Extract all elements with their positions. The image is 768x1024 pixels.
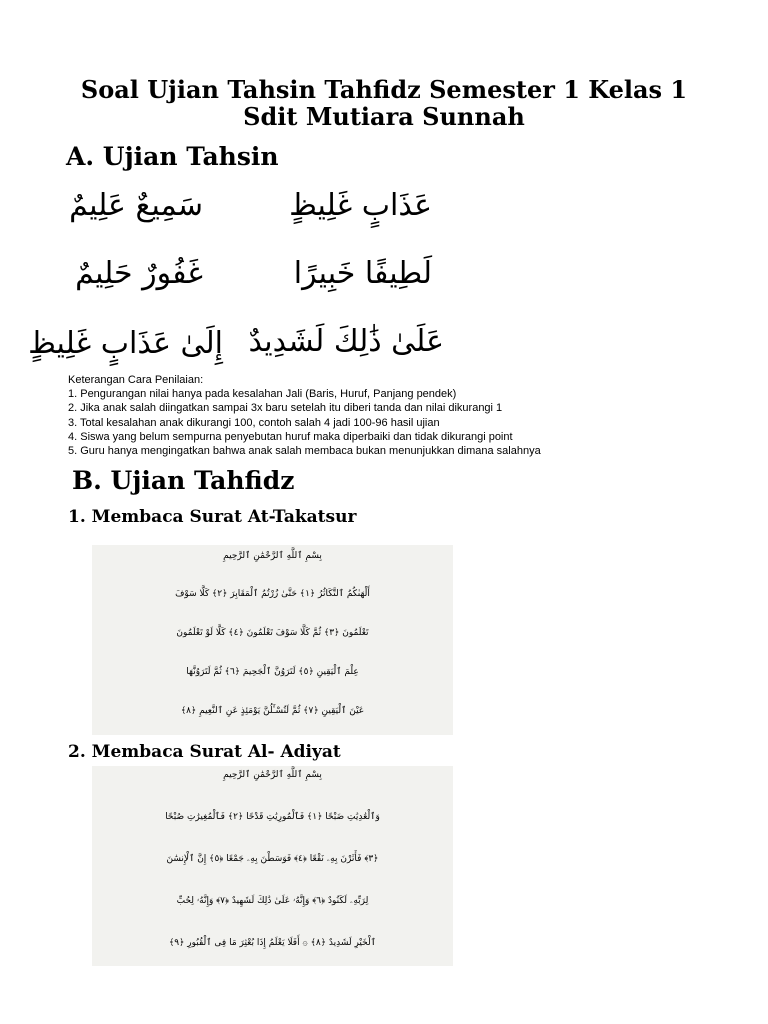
assessment-notes xyxy=(68,373,708,458)
tahsin-word-6: عَلَىٰ ذَٰلِكَ لَشَدِيدٌ xyxy=(248,324,444,359)
section-b-heading: B. Ujian Tahfidz xyxy=(72,466,295,495)
note-item: 1. Pengurangan nilai hanya pada kesalahan Jali (Baris, Huruf, Panjang pendek) xyxy=(68,388,457,401)
note-item: 3. Total kesalahan anak dikurangi 100, contoh salah 4 jadi 100-96 hasil ujian xyxy=(68,416,440,429)
tahsin-word-1: سَمِيعٌ عَلِيمٌ xyxy=(69,188,203,223)
page-title-line-2: Sdit Mutiara Sunnah xyxy=(243,102,525,131)
page-title-line-1: Soal Ujian Tahsin Tahfidz Semester 1 Kelas 1 xyxy=(80,75,688,104)
basmala: بِسْمِ ٱللَّهِ ٱلرَّحْمَٰنِ ٱلرَّحِيمِ xyxy=(223,551,322,561)
notes-title: Keterangan Cara Penilaian: xyxy=(68,374,204,386)
tahsin-word-4: لَطِيفًا خَبِيرًا xyxy=(293,256,432,291)
verse-line: تَعْلَمُونَ ﴿٣﴾ ثُمَّ كَلَّا سَوْفَ تَعْلَمُونَ ﴿٤﴾ كَلَّا لَوْ تَعْلَمُونَ xyxy=(176,628,369,638)
surah-1-heading: 1. Membaca Surat At-Takatsur xyxy=(68,507,357,527)
verse-line: وَٱلْعَٰدِيَٰتِ ضَبْحًا ﴿١﴾ فَٱلْمُورِيَٰتِ قَدْحًا ﴿٢﴾ فَٱلْمُغِيرَٰتِ صُبْحًا xyxy=(165,812,380,822)
verse-line: عَيْنَ ٱلْيَقِينِ ﴿٧﴾ ثُمَّ لَتُسْـَٔلُنَّ يَوْمَئِذٍ عَنِ ٱلنَّعِيمِ ﴿٨﴾ xyxy=(180,706,365,716)
surah-2-heading: 2. Membaca Surat Al- Adiyat xyxy=(68,742,341,762)
section-a-heading: A. Ujian Tahsin xyxy=(66,142,279,171)
note-item: 4. Siswa yang belum sempurna penyebutan huruf maka diperbaiki dan tidak dikurangi point xyxy=(68,430,513,443)
verse-line: عِلْمَ ٱلْيَقِينِ ﴿٥﴾ لَتَرَوُنَّ ٱلْجَحِيمَ ﴿٦﴾ ثُمَّ لَتَرَوُنَّهَا xyxy=(186,667,359,677)
verse-line: لِرَبِّهِۦ لَكَنُودٌ ﴿٦﴾ وَإِنَّهُۥ عَلَىٰ ذَٰلِكَ لَشَهِيدٌ ﴿٧﴾ وَإِنَّهُۥ لِحُبِّ xyxy=(176,896,369,906)
tahsin-word-3: غَفُورٌ حَلِيمٌ xyxy=(75,256,203,291)
tahsin-word-5: إِلَىٰ عَذَابٍ غَلِيظٍ xyxy=(28,326,223,361)
note-item: 5. Guru hanya mengingatkan bahwa anak salah membaca bukan menunjukkan dimana salahnya xyxy=(68,445,541,458)
note-item: 2. Jika anak salah diingatkan sampai 3x baru setelah itu diberi tanda dan nilai dikurangi 1 xyxy=(68,402,503,415)
verse-line: ٱلْخَيْرِ لَشَدِيدٌ ﴿٨﴾ ۞ أَفَلَا يَعْلَمُ إِذَا بُعْثِرَ مَا فِى ٱلْقُبُورِ ﴿٩﴾ xyxy=(169,938,376,948)
surah-takatsur-image xyxy=(92,545,453,735)
verse-line: ﴿٣﴾ فَأَثَرْنَ بِهِۦ نَقْعًا ﴿٤﴾ فَوَسَطْنَ بِهِۦ جَمْعًا ﴿٥﴾ إِنَّ ٱلْإِنسَٰنَ xyxy=(166,854,379,864)
tahsin-word-2: عَذَابٍ غَلِيظٍ xyxy=(289,188,432,223)
basmala: بِسْمِ ٱللَّهِ ٱلرَّحْمَٰنِ ٱلرَّحِيمِ xyxy=(223,770,322,780)
surah-adiyat-image xyxy=(92,766,453,966)
verse-line: أَلْهَىٰكُمُ ٱلتَّكَاثُرُ ﴿١﴾ حَتَّىٰ زُرْتُمُ ٱلْمَقَابِرَ ﴿٢﴾ كَلَّا سَوْفَ xyxy=(175,589,370,599)
